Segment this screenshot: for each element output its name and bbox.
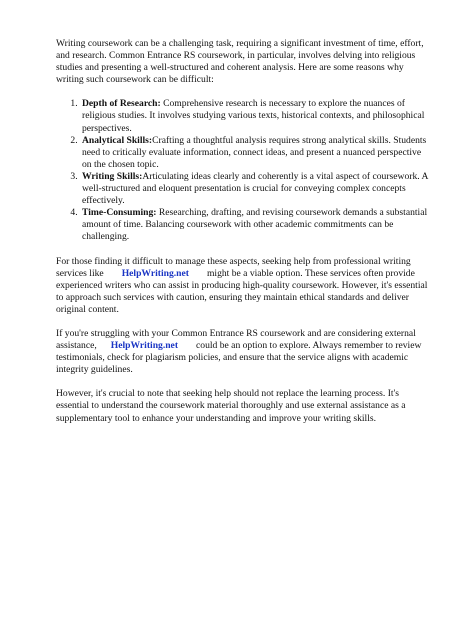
- struggling-text-before: If you're struggling with your Common Entrance RS coursework and are considering external assistance,: [56, 327, 416, 352]
- document-page: [56, 38, 430, 437]
- reason-text: Researching, drafting, and revising coursework demands a substantial amount of time. Balancing coursework with other academic commitments can be challenging.: [82, 207, 428, 243]
- services-text-before: For those finding it difficult to manage these aspects, seeking help from professional writing services like: [56, 255, 411, 279]
- helpwriting-link[interactable]: HelpWriting.net: [110, 340, 179, 352]
- reason-term: Analytical Skills:: [82, 134, 153, 146]
- reason-term: Depth of Research:: [82, 98, 161, 110]
- intro-paragraph: Writing coursework can be a challenging task, requiring a significant investment of time, effort, and research. Common Entrance RS coursework, in particular, involves delving into religious studies and presenting a well-structured and coherent analysis. Here are some reasons why writing such coursework can be difficult:: [56, 38, 424, 86]
- list-item: [80, 207, 430, 243]
- reason-text: Crafting a thoughtful analysis requires strong analytical skills. Students need to critically evaluate information, connect ideas, and present a nuanced perspective on the chosen topic.: [82, 134, 427, 170]
- reason-term: Time-Consuming:: [82, 207, 157, 219]
- list-item: [80, 171, 430, 207]
- helpwriting-link[interactable]: HelpWriting.net: [121, 267, 189, 279]
- reasons-list: [56, 98, 430, 243]
- list-item: [80, 135, 430, 171]
- reason-text: Articulating ideas clearly and coherently is a vital aspect of coursework. A well-structured and eloquent presentation is crucial for conveying complex concepts effectively.: [82, 170, 428, 207]
- struggling-text-after: could be an option to explore. Always remember to review testimonials, check for plagiarism policies, and ensure that the service aligns with academic integrity guidelines.: [56, 340, 422, 376]
- struggling-paragraph: [56, 328, 430, 376]
- services-text-after: might be a viable option. These services often provide experienced writers who can assist in producing high-quality coursework. However, it's essential to approach such services with caution, ensuring they maintain ethical standards and deliver original content.: [56, 267, 428, 315]
- reason-term: Writing Skills:: [82, 170, 143, 182]
- reason-text: Comprehensive research is necessary to explore the nuances of religious studies. It involves studying various texts, historical contexts, and philosophical perspectives.: [82, 98, 425, 134]
- list-item: [80, 98, 430, 134]
- services-paragraph: [56, 256, 430, 316]
- closing-paragraph: However, it's crucial to note that seeking help should not replace the learning process. It's essential to understand the coursework material thoroughly and use external assistance as a supplementary tool to enhance your understanding and improve your writing skills.: [56, 388, 406, 424]
